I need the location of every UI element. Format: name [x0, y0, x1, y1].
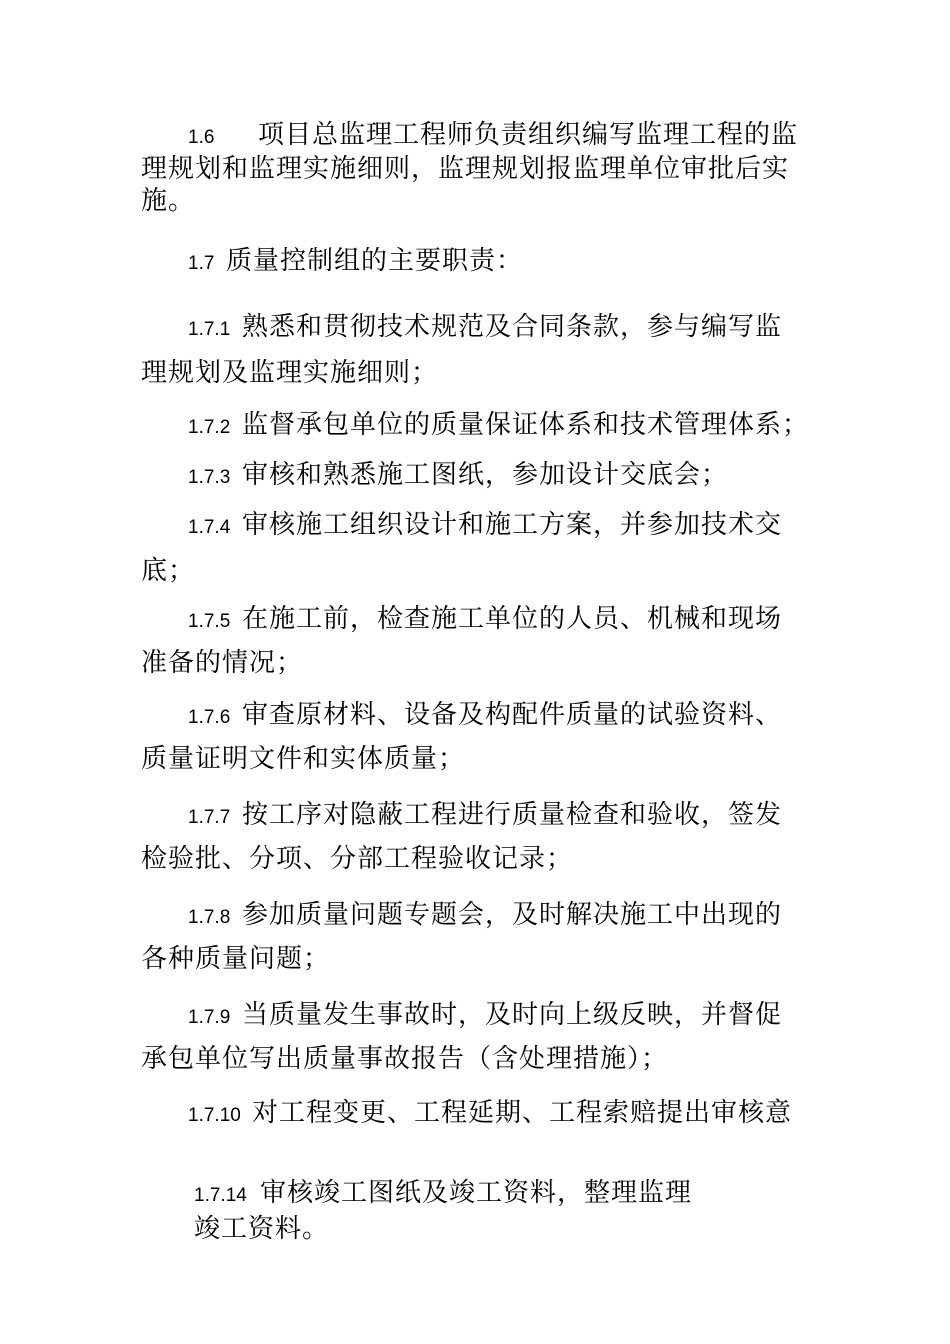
paragraph-text: 审核施工组织设计和施工方案，并参加技术交	[242, 510, 783, 540]
paragraph-text: 底；	[141, 556, 196, 586]
paragraph-text: 熟悉和贯彻技术规范及合同条款，参与编写监	[242, 312, 783, 342]
paragraph-1-7-6-line-2	[141, 742, 465, 776]
paragraph-text: 承包单位写出质量事故报告（含处理措施）；	[141, 1044, 669, 1074]
paragraph-number: 1.7.5	[188, 611, 231, 632]
paragraph-number: 1.7.2	[188, 417, 231, 438]
paragraph-1-7-10-line-1	[188, 1096, 792, 1133]
paragraph-number: 1.7.7	[188, 807, 231, 828]
paragraph-1-7-7-line-2	[141, 842, 573, 876]
paragraph-1-7-8-line-2	[141, 942, 330, 976]
paragraph-1-7-line-1	[188, 244, 523, 281]
paragraph-text: 各种质量问题；	[141, 944, 331, 974]
paragraph-text: 审核和熟悉施工图纸，参加设计交底会；	[242, 460, 729, 490]
paragraph-text: 准备的情况；	[141, 648, 304, 678]
paragraph-1-7-1-line-2	[141, 356, 438, 390]
paragraph-1-7-5-line-1	[188, 602, 782, 639]
paragraph-text: 审查原材料、设备及构配件质量的试验资料、	[242, 700, 783, 730]
paragraph-1-6-line-1	[188, 118, 798, 155]
paragraph-number: 1.7.8	[188, 907, 231, 928]
paragraph-1-7-7-line-1	[188, 798, 782, 835]
paragraph-text: 理规划和监理实施细则，监理规划报监理单位审批后实	[141, 154, 790, 184]
paragraph-text: 在施工前，检查施工单位的人员、机械和现场	[242, 604, 783, 634]
paragraph-number: 1.7	[188, 253, 215, 274]
paragraph-number: 1.7.14	[194, 1185, 247, 1206]
section-heading: 质量控制组的主要职责：	[226, 246, 524, 276]
paragraph-text: 当质量发生事故时，及时向上级反映，并督促	[242, 1000, 783, 1030]
paragraph-number: 1.7.6	[188, 707, 231, 728]
paragraph-text: 理规划及监理实施细则；	[141, 358, 439, 388]
paragraph-1-7-1-line-1	[188, 310, 782, 347]
paragraph-text: 检验批、分项、分部工程验收记录；	[141, 844, 574, 874]
paragraph-number: 1.7.10	[188, 1105, 241, 1126]
paragraph-text: 项目总监理工程师负责组织编写监理工程的监	[258, 120, 799, 150]
paragraph-text: 竣工资料。	[194, 1214, 330, 1244]
paragraph-text: 审核竣工图纸及竣工资料，整理监理	[260, 1178, 693, 1208]
paragraph-1-7-8-line-1	[188, 898, 782, 935]
paragraph-1-7-9-line-1	[188, 998, 782, 1035]
paragraph-text: 对工程变更、工程延期、工程索赔提出审核意	[252, 1098, 793, 1128]
paragraph-text: 质量证明文件和实体质量；	[141, 744, 466, 774]
paragraph-1-7-2-line-1	[188, 408, 809, 445]
paragraph-number: 1.7.9	[188, 1007, 231, 1028]
paragraph-1-7-14-line-1	[194, 1176, 692, 1213]
paragraph-1-7-14-line-2	[194, 1212, 329, 1246]
paragraph-number: 1.7.1	[188, 319, 231, 340]
paragraph-text: 监督承包单位的质量保证体系和技术管理体系；	[242, 410, 810, 440]
paragraph-text: 施。	[141, 186, 196, 216]
paragraph-1-7-3-line-1	[188, 458, 728, 495]
paragraph-1-7-4-line-2	[141, 554, 195, 588]
paragraph-1-7-6-line-1	[188, 698, 782, 735]
paragraph-1-7-5-line-2	[141, 646, 303, 680]
paragraph-number: 1.7.4	[188, 517, 231, 538]
paragraph-number: 1.6	[188, 127, 215, 148]
paragraph-1-7-9-line-2	[141, 1042, 668, 1076]
paragraph-1-6-line-3	[141, 184, 195, 218]
paragraph-1-6-line-2	[141, 152, 789, 186]
paragraph-text: 参加质量问题专题会，及时解决施工中出现的	[242, 900, 783, 930]
paragraph-number: 1.7.3	[188, 467, 231, 488]
paragraph-1-7-4-line-1	[188, 508, 782, 545]
paragraph-text: 按工序对隐蔽工程进行质量检查和验收，签发	[242, 800, 783, 830]
